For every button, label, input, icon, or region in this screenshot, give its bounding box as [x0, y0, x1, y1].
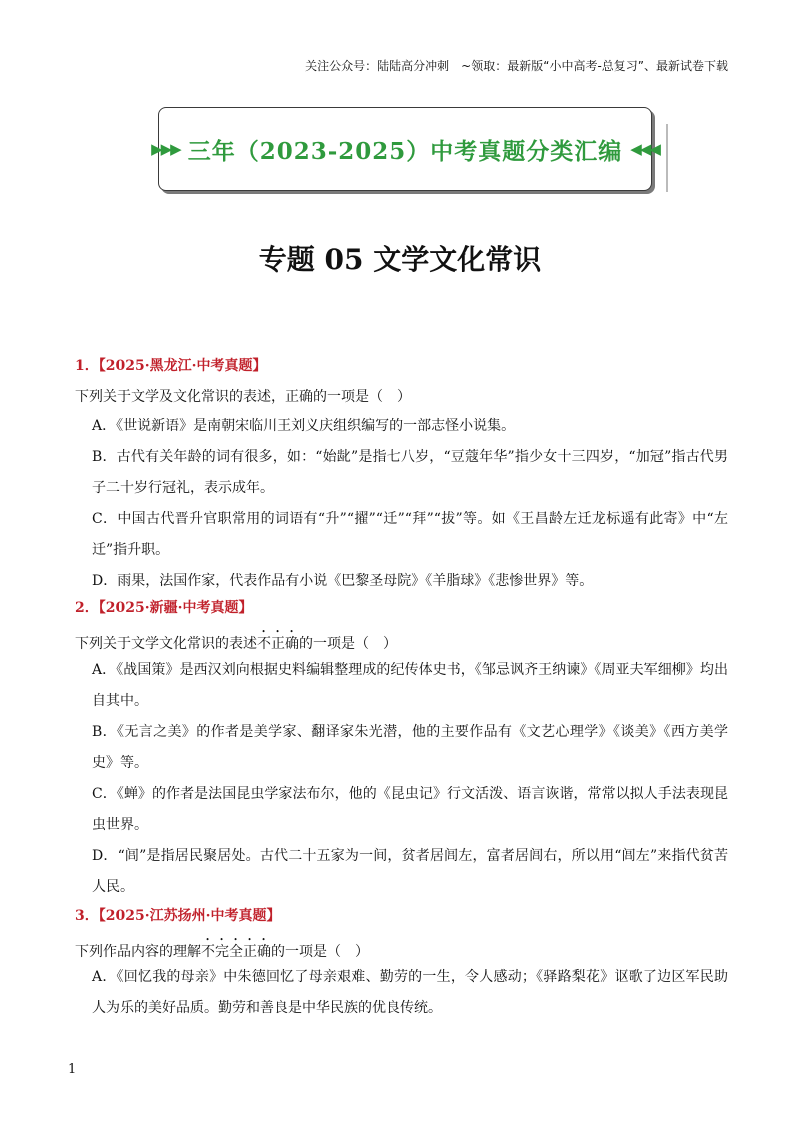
series-banner — [151, 107, 659, 191]
question-2-option-c: C．《蝉》的作者是法国昆虫学家法布尔，他的《昆虫记》行文活泼、语言诙谐，常常以拟人手法表现昆虫世界。 — [92, 786, 728, 833]
page-number: 1 — [68, 1062, 77, 1077]
question-2-option-d: D．“闾”是指居民聚居处。古代二十五家为一间，贫者居闾左，富者居闾右，所以用“闾左”来指代贫苦人民。 — [92, 848, 728, 895]
page-title: 专题 05 文学文化常识 — [258, 243, 542, 276]
banner-edge-line — [666, 124, 668, 192]
question-3-stem: 下列作品内容的理解不完全正确的一项是（ ） — [75, 944, 369, 960]
question-1-option-d: D．雨果，法国作家，代表作品有小说《巴黎圣母院》《羊脂球》《悲惨世界》等。 — [92, 573, 594, 589]
question-3-option-a: A．《回忆我的母亲》中朱德回忆了母亲艰难、勤劳的一生，令人感动；《驿路梨花》讴歌了边区军民助人为乐的美好品质。勤劳和善良是中华民族的优良传统。 — [92, 969, 728, 1016]
question-1-head: 1．【2025·黑龙江·中考真题】 — [75, 358, 267, 374]
question-1-stem: 下列关于文学及文化常识的表述，正确的一项是（ ） — [75, 389, 411, 405]
right-arrows-icon: ▶▶▶ — [151, 140, 180, 158]
question-2-stem: 下列关于文学文化常识的表述不正确的一项是（ ） — [75, 636, 397, 652]
question-1-option-c: C．中国古代晋升官职常用的词语有“升”“擢”“迁”“拜”“拔”等。如《王昌龄左迁龙标遥有此寄》中“左迁”指升职。 — [92, 511, 728, 558]
header-note: 关注公众号：陆陆高分冲刺 ~领取：最新版“小中高考-总复习”、最新试卷下载 — [305, 59, 728, 73]
left-arrows-icon: ◀◀◀ — [630, 140, 659, 158]
question-1-option-b: B．古代有关年龄的词有很多，如：“始龀”是指七八岁，“豆蔻年华”指少女十三四岁，“加冠”指古代男子二十岁行冠礼，表示成年。 — [92, 449, 728, 496]
question-2-option-a: A．《战国策》是西汉刘向根据史料编辑整理成的纪传体史书，《邹忌讽齐王纳谏》《周亚夫军细柳》均出自其中。 — [92, 662, 728, 709]
banner-title: 三年（2023-2025）中考真题分类汇编 — [187, 137, 623, 165]
question-2-option-b: B．《无言之美》的作者是美学家、翻译家朱光潜，他的主要作品有《文艺心理学》《谈美》《西方美学史》等。 — [92, 724, 728, 771]
question-1-option-a: A．《世说新语》是南朝宋临川王刘义庆组织编写的一部志怪小说集。 — [92, 418, 516, 434]
question-2-head: 2．【2025·新疆·中考真题】 — [75, 600, 253, 616]
question-3-head: 3．【2025·江苏扬州·中考真题】 — [75, 908, 281, 924]
